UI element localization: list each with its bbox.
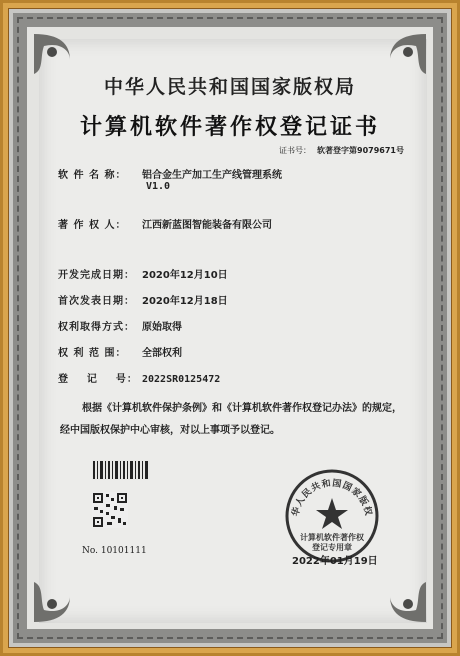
field-acquisition-method xyxy=(58,318,182,333)
field-label: 开发完成日期： xyxy=(58,270,135,281)
ornament-corner-icon xyxy=(374,570,430,626)
official-seal xyxy=(284,468,380,564)
field-value: 原始取得 xyxy=(142,322,182,333)
certificate-number xyxy=(279,145,404,156)
field-software-name xyxy=(58,166,282,181)
field-registration-number xyxy=(58,370,220,385)
qr-code-icon xyxy=(92,492,128,528)
field-completion-date xyxy=(58,266,228,281)
field-value: 2022SR0125472 xyxy=(142,374,221,385)
field-value: 铝合金生产加工生产线管理系统 xyxy=(142,170,282,181)
field-copyright-owner xyxy=(58,216,272,231)
field-label: 登 记 号： xyxy=(58,374,138,385)
seal-date: 2022年01月19日 xyxy=(292,556,378,567)
ornament-corner-icon xyxy=(30,570,86,626)
seal-ring-text: 华人民共和国国家版权 xyxy=(290,478,374,518)
seal-center-line1: 计算机软件著作权 xyxy=(300,533,364,542)
field-label: 首次发表日期： xyxy=(58,296,135,307)
software-version: V1.0 xyxy=(146,181,171,192)
field-publish-date xyxy=(58,292,228,307)
cert-no-value: 软著登字第9079671号 xyxy=(317,146,404,155)
barcode-icon xyxy=(92,460,150,480)
field-value: 2020年12月10日 xyxy=(142,270,228,281)
field-label: 著 作 权 人： xyxy=(58,220,127,231)
field-label: 权 利 范 围： xyxy=(58,348,127,359)
field-label: 软 件 名 称： xyxy=(58,170,127,181)
field-value: 江西新蓝图智能装备有限公司 xyxy=(142,220,272,231)
serial-number: No. 10101111 xyxy=(82,546,147,556)
seal-center-line2: 登记专用章 xyxy=(312,543,352,552)
field-value: 2020年12月18日 xyxy=(142,296,228,307)
cert-no-label: 证书号： xyxy=(279,146,312,155)
issuer-title: 中华人民共和国国家版权局 xyxy=(103,76,356,98)
field-rights-scope xyxy=(58,344,182,359)
registration-statement: 根据《计算机软件保护条例》和《计算机软件著作权登记办法》的规定，经中国版权保护中心审核，对以上事项予以登记。 xyxy=(60,403,402,436)
star-icon xyxy=(316,498,348,529)
field-label: 权利取得方式： xyxy=(58,322,135,333)
field-value: 全部权利 xyxy=(142,348,182,359)
certificate-title: 计算机软件著作权登记证书 xyxy=(79,114,380,140)
